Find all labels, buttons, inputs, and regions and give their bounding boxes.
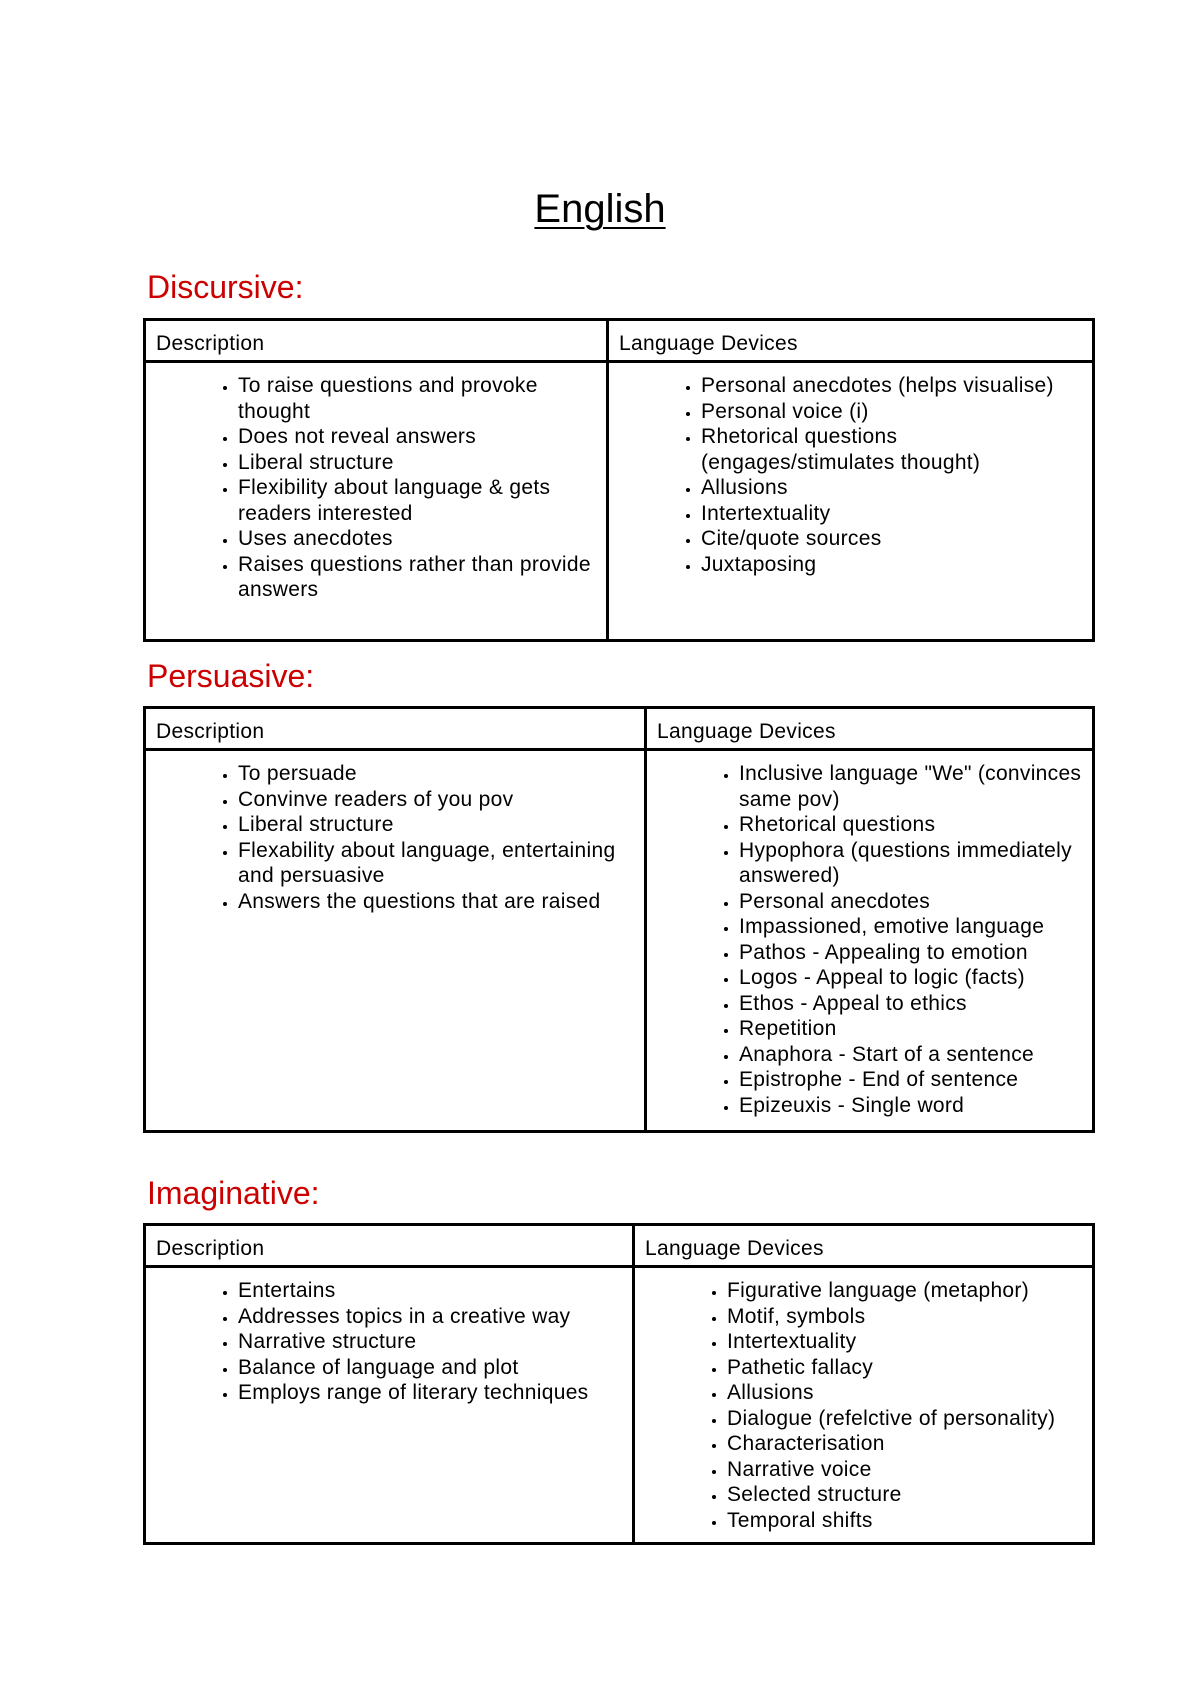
- section-heading-imaginative: Imaginative:: [147, 1175, 320, 1211]
- list-item: • Liberal structure: [238, 812, 634, 838]
- section-heading-persuasive: Persuasive:: [147, 658, 315, 694]
- list-item: • Hypophora (questions immediately answered): [739, 838, 1082, 889]
- list-item: • Addresses topics in a creative way: [238, 1304, 622, 1330]
- table-header-row: [145, 320, 1094, 362]
- language-devices-cell: [646, 750, 1094, 1132]
- list-item: • Balance of language and plot: [238, 1355, 622, 1381]
- list-item: • Personal voice (i): [701, 399, 1082, 425]
- imaginative-table: [143, 1223, 1095, 1545]
- list-item: • Narrative voice: [727, 1457, 1082, 1483]
- persuasive-table: [143, 706, 1095, 1133]
- list-item: • Raises questions rather than provide answers: [238, 552, 596, 603]
- language-devices-column-header: Language Devices: [634, 1225, 1094, 1267]
- list-item: • Inclusive language "We" (convinces same pov): [739, 761, 1082, 812]
- table-body-row: [145, 1267, 1094, 1544]
- language-devices-list: [657, 761, 1082, 1118]
- list-item: • Anaphora - Start of a sentence: [739, 1042, 1082, 1068]
- description-column-header: Description: [145, 320, 608, 362]
- list-item: • Narrative structure: [238, 1329, 622, 1355]
- list-item: • Epistrophe - End of sentence: [739, 1067, 1082, 1093]
- language-devices-list: [619, 373, 1082, 577]
- section-heading-discursive: Discursive:: [147, 269, 304, 305]
- description-cell: [145, 750, 646, 1132]
- list-item: • Employs range of literary techniques: [238, 1380, 622, 1406]
- description-list: [156, 373, 596, 603]
- list-item: • Cite/quote sources: [701, 526, 1082, 552]
- list-item: • Motif, symbols: [727, 1304, 1082, 1330]
- list-item: • Dialogue (refelctive of personality): [727, 1406, 1082, 1432]
- discursive-table: [143, 318, 1095, 642]
- table-body-row: [145, 750, 1094, 1132]
- list-item: • Selected structure: [727, 1482, 1082, 1508]
- list-item: • Rhetorical questions (engages/stimulates thought): [701, 424, 1082, 475]
- list-item: • Impassioned, emotive language: [739, 914, 1082, 940]
- language-devices-column-header: Language Devices: [608, 320, 1094, 362]
- list-item: • Flexibility about language & gets readers interested: [238, 475, 596, 526]
- list-item: • Intertextuality: [701, 501, 1082, 527]
- list-item: • Figurative language (metaphor): [727, 1278, 1082, 1304]
- language-devices-cell: [608, 362, 1094, 641]
- language-devices-column-header: Language Devices: [646, 708, 1094, 750]
- list-item: • Rhetorical questions: [739, 812, 1082, 838]
- list-item: • Does not reveal answers: [238, 424, 596, 450]
- list-item: • Allusions: [727, 1380, 1082, 1406]
- description-list: [156, 761, 634, 914]
- list-item: • Repetition: [739, 1016, 1082, 1042]
- list-item: • Intertextuality: [727, 1329, 1082, 1355]
- table-header-row: [145, 1225, 1094, 1267]
- table-header-row: [145, 708, 1094, 750]
- list-item: • Entertains: [238, 1278, 622, 1304]
- list-item: • Juxtaposing: [701, 552, 1082, 578]
- list-item: • To persuade: [238, 761, 634, 787]
- description-column-header: Description: [145, 708, 646, 750]
- list-item: • Allusions: [701, 475, 1082, 501]
- language-devices-cell: [634, 1267, 1094, 1544]
- language-devices-list: [645, 1278, 1082, 1533]
- list-item: • To raise questions and provoke thought: [238, 373, 596, 424]
- list-item: • Pathetic fallacy: [727, 1355, 1082, 1381]
- list-item: • Liberal structure: [238, 450, 596, 476]
- description-list: [156, 1278, 622, 1406]
- list-item: • Answers the questions that are raised: [238, 889, 634, 915]
- list-item: • Convinve readers of you pov: [238, 787, 634, 813]
- description-column-header: Description: [145, 1225, 634, 1267]
- description-cell: [145, 362, 608, 641]
- list-item: • Temporal shifts: [727, 1508, 1082, 1534]
- table-body-row: [145, 362, 1094, 641]
- list-item: • Personal anecdotes (helps visualise): [701, 373, 1082, 399]
- list-item: • Uses anecdotes: [238, 526, 596, 552]
- list-item: • Flexability about language, entertaining and persuasive: [238, 838, 634, 889]
- list-item: • Characterisation: [727, 1431, 1082, 1457]
- list-item: • Epizeuxis - Single word: [739, 1093, 1082, 1119]
- list-item: • Logos - Appeal to logic (facts): [739, 965, 1082, 991]
- page-title: English: [534, 187, 666, 231]
- description-cell: [145, 1267, 634, 1544]
- list-item: • Ethos - Appeal to ethics: [739, 991, 1082, 1017]
- list-item: • Personal anecdotes: [739, 889, 1082, 915]
- list-item: • Pathos - Appealing to emotion: [739, 940, 1082, 966]
